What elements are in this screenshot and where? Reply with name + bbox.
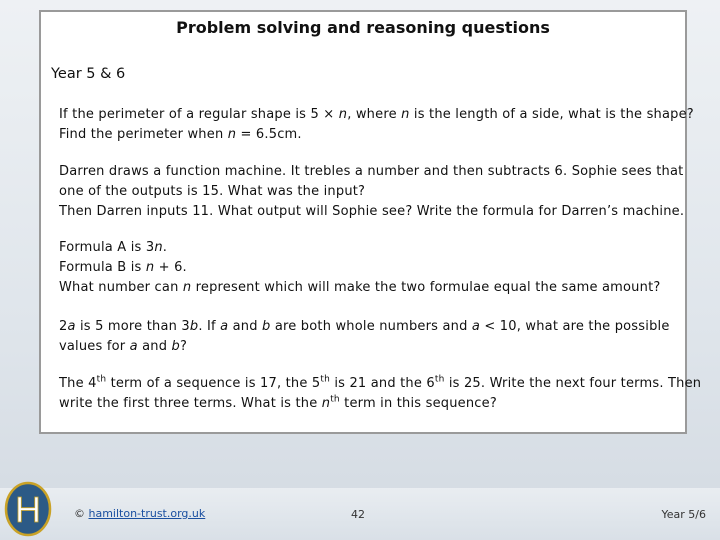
question-card xyxy=(39,10,702,434)
question-2: Darren draws a function machine. It trebles a number and then subtracts 6. Sophie sees that one of the outputs is 15. What was the input? Then Darren inputs 11. What output will Sophie see? Write the formula for Darren’s machine. xyxy=(59,164,685,219)
svg-text:H: H xyxy=(15,489,41,530)
question-5: The 4th term of a sequence is 17, the 5th is 21 and the 6th is 25. Write the next four terms. Then write the first three terms. What is the $n^{th}$ term in this sequence? xyxy=(59,374,702,411)
question-1: If the perimeter of a regular shape is 5 × n, where n is the length of a side, what is the shape? Find the perimeter when n = 6.5cm. xyxy=(59,107,694,142)
question-3: Formula A is 3n. Formula B is n + 6. What number can n represent which will make the two formulae equal the same amount? xyxy=(59,240,661,295)
hamilton-trust-link[interactable]: hamilton-trust.org.uk xyxy=(88,507,206,520)
year-heading: Year 5 & 6 xyxy=(51,66,126,82)
copyright-symbol: © xyxy=(74,507,85,520)
page-number: 42 xyxy=(351,508,365,521)
question-4: 2a is 5 more than 3b. If a and b are both whole numbers and a < 10, what are the possible values for a and b? xyxy=(59,319,670,354)
year-label: Year 5/6 xyxy=(661,508,706,521)
hamilton-logo-icon xyxy=(4,481,52,537)
page-title: Problem solving and reasoning questions xyxy=(176,18,550,37)
copyright-notice xyxy=(74,507,205,520)
